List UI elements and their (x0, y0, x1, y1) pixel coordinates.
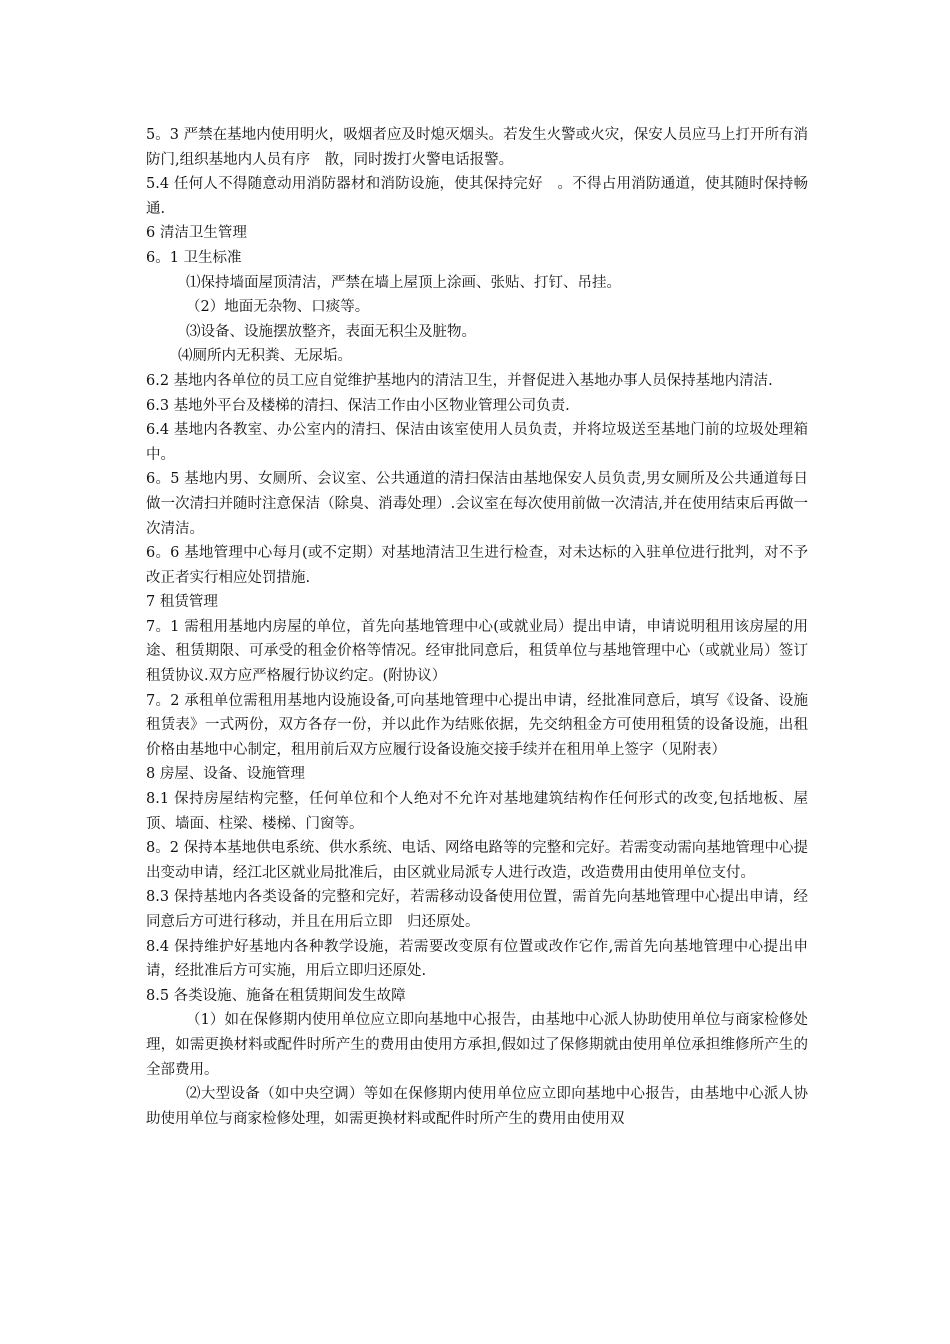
subheading-8-5: 8.5 各类设施、施备在租赁期间发生故障 (146, 987, 406, 1004)
paragraph-5-3: 5。3 严禁在基地内使用明火，吸烟者应及时熄灭烟头。若发生火警或火灾，保安人员应马上打开所有消防门,组织基地内人员有序 散，同时拨打火警电话报警。 (146, 127, 808, 168)
list-item-hygiene-4: ⑷厕所内无积粪、无尿垢。 (178, 348, 352, 365)
paragraph-8-4: 8.4 保持维护好基地内各种教学设施，若需要改变原有位置或改作它作,需首先向基地管理中心提出申请，经批准后方可实施，用后立即归还原处. (146, 938, 808, 980)
paragraph-8-5-2: ⑵大型设备（如中央空调）等如在保修期内使用单位应立即向基地中心报告，由基地中心派人协助使用单位与商家检修处理，如需更换材料或配件时所产生的费用由使用双 (146, 1086, 808, 1127)
paragraph-6-3: 6.3 基地外平台及楼梯的清扫、保洁工作由小区物业管理公司负责. (146, 397, 570, 414)
paragraph-6-5: 6。5 基地内男、女厕所、会议室、公共通道的清扫保洁由基地保安人员负责,男女厕所及公共通道每日做一次清扫并随时注意保洁（除臭、消毒处理）.会议室在每次使用前做一次清洁,并在使用结束后再做一次清洁。 (146, 471, 808, 537)
paragraph-8-5-1: （1）如在保修期内使用单位应立即向基地中心报告，由基地中心派人协助使用单位与商家检修处理，如需更换材料或配件时所产生的费用由使用方承担,假如过了保修期就由使用单位承担维修所产生的全部费用。 (146, 1012, 808, 1078)
paragraph-7-1: 7。1 需租用基地内房屋的单位，首先向基地管理中心(或就业局）提出申请，申请说明租用该房屋的用途、租赁期限、可承受的租金价格等情况。经审批同意后，租赁单位与基地管理中心（或就业局）签订租赁协议.双方应严格履行协议约定。(附协议） (146, 618, 808, 685)
paragraph-8-1: 8.1 保持房屋结构完整，任何单位和个人绝对不允许对基地建筑结构作任何形式的改变,包括地板、屋顶、墙面、柱梁、楼梯、门窗等。 (146, 791, 808, 832)
paragraph-6-6: 6。6 基地管理中心每月(或不定期）对基地清洁卫生进行检查，对未达标的入驻单位进行批判，对不予改正者实行相应处罚措施. (146, 545, 808, 586)
paragraph-6-2: 6.2 基地内各单位的员工应自觉维护基地内的清洁卫生，并督促进入基地办事人员保持基地内清洁. (146, 372, 773, 389)
list-item-hygiene-1: ⑴保持墙面屋顶清洁，严禁在墙上屋顶上涂画、张贴、打钉、吊挂。 (186, 274, 621, 291)
subheading-6-1: 6。1 卫生标准 (146, 249, 242, 266)
list-item-hygiene-3: ⑶设备、设施摆放整齐，表面无积尘及脏物。 (186, 323, 476, 340)
paragraph-8-2: 8。2 保持本基地供电系统、供水系统、电话、网络电路等的完整和完好。若需变动需向基地管理中心提出变动申请，经江北区就业局批准后，由区就业局派专人进行改造，改造费用由使用单位支付。 (146, 840, 808, 881)
section-heading-8: 8 房屋、设备、设施管理 (146, 766, 305, 783)
paragraph-6-4: 6.4 基地内各教室、办公室内的清扫、保洁由该室使用人员负责，并将垃圾送至基地门前的垃圾处理箱中。 (146, 422, 808, 463)
section-heading-7: 7 租赁管理 (146, 594, 218, 611)
list-item-hygiene-2: （2）地面无杂物、口痰等。 (186, 299, 370, 316)
section-heading-6: 6 清洁卫生管理 (146, 225, 247, 242)
document-page (146, 123, 808, 1131)
paragraph-5-4: 5.4 任何人不得随意动用消防器材和消防设施，使其保持完好 。不得占用消防通道，使其随时保持畅通. (146, 176, 808, 217)
paragraph-8-3: 8.3 保持基地内各类设备的完整和完好，若需移动设备使用位置，需首先向基地管理中心提出申请，经同意后方可进行移动，并且在用后立即 归还原处。 (146, 889, 808, 930)
paragraph-7-2: 7。2 承租单位需租用基地内设施设备,可向基地管理中心提出申请，经批准同意后，填写《设备、设施租赁表》一式两份，双方各存一份，并以此作为结账依据，先交纳租金方可使用租赁的设备设施，出租价格由基地中心制定，租用前后双方应履行设备设施交接手续并在租用单上签字（见附表） (146, 692, 808, 758)
